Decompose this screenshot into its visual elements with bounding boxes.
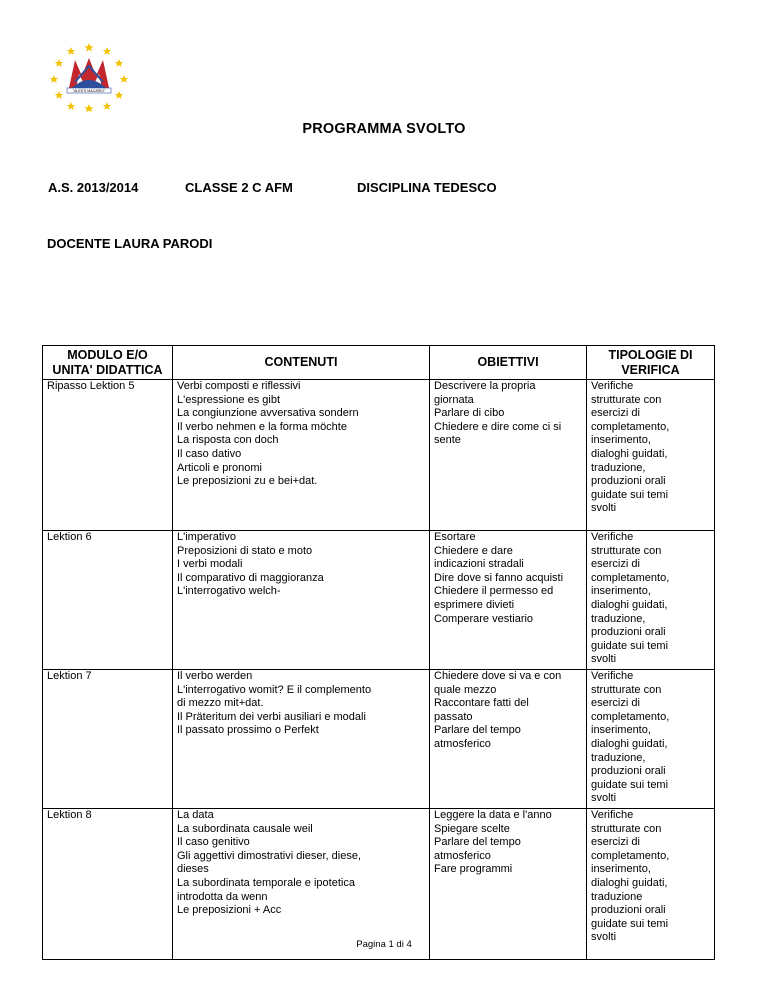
cell-verifica-line: inserimento, [591,724,651,737]
cell-verifica-line: svolti [591,792,617,805]
cell-obiettivi-line: Spiegare scelte [434,822,510,835]
cell-obiettivi-line: Fare programmi [434,863,513,876]
cell-obiettivi [430,809,587,960]
cell-contenuti [173,670,430,809]
cell-contenuti-line: L'interrogativo womit? E il complemento [177,683,372,696]
col-header-modulo [43,346,173,380]
cell-contenuti-line: Le preposizioni + Acc [177,904,282,917]
cell-contenuti-line: I verbi modali [177,558,243,571]
cell-contenuti-line: Il caso genitivo [177,836,250,849]
cell-verifica-line: strutturate con [591,683,662,696]
cell-verifica-line: inserimento, [591,863,651,876]
cell-verifica-line: produzioni orali [591,475,666,488]
cell-obiettivi-line: Chiedere e dare [434,544,513,557]
cell-modulo [43,670,173,809]
cell-verifica-line: traduzione, [591,612,646,625]
page-title: PROGRAMMA SVOLTO [302,121,466,137]
cell-verifica [587,670,715,809]
cell-contenuti [173,380,430,531]
table-row [43,670,715,809]
cell-verifica-line: produzioni orali [591,626,666,639]
page-number: Pagina 1 di 4 [356,939,412,950]
cell-contenuti-line: L'imperativo [177,531,236,543]
cell-verifica-line: guidate sui temi [591,917,669,930]
cell-verifica-line: Verifiche [591,809,634,821]
cell-contenuti-line: dieses [177,863,209,876]
table-row [43,380,715,531]
cell-contenuti-line: La subordinata causale weil [177,822,313,835]
cell-modulo-text: Lektion 7 [47,670,92,682]
cell-contenuti-line: Gli aggettivi dimostrativi dieser, diese, [177,849,362,862]
cell-verifica-line: guidate sui temi [591,639,669,652]
cell-modulo-text: Ripasso Lektion 5 [47,380,135,392]
cell-contenuti-line: Il verbo nehmen e la forma möchte [177,420,347,433]
cell-verifica-line: esercizi di [591,407,640,420]
cell-verifica-line: strutturate con [591,393,662,406]
cell-verifica-line: traduzione [591,890,643,903]
cell-verifica [587,809,715,960]
cell-obiettivi-line: Leggere la data e l'anno [434,809,552,821]
cell-verifica-line: dialoghi guidati, [591,447,668,460]
cell-contenuti-line: Il Präteritum dei verbi ausiliari e modali [177,710,366,723]
cell-contenuti-line: La congiunzione avversativa sondern [177,407,359,420]
cell-obiettivi-line: giornata [434,393,474,406]
cell-obiettivi-line: Esortare [434,531,476,543]
cell-obiettivi-line: indicazioni stradali [434,558,524,571]
cell-modulo [43,380,173,531]
cell-contenuti-line: La subordinata temporale e ipotetica [177,876,355,889]
cell-verifica-line: esercizi di [591,558,640,571]
cell-verifica-line: inserimento, [591,585,651,598]
cell-obiettivi [430,670,587,809]
cell-obiettivi [430,380,587,531]
cell-modulo-text: Lektion 6 [47,531,92,543]
table-row [43,531,715,670]
cell-verifica-line: esercizi di [591,697,640,710]
cell-verifica-line: produzioni orali [591,765,666,778]
cell-obiettivi-line: Raccontare fatti del [434,697,529,710]
cell-verifica-line: strutturate con [591,544,662,557]
cell-obiettivi-line: Descrivere la propria [434,380,536,392]
cell-contenuti-line: L'interrogativo welch- [177,585,281,598]
cell-verifica-line: esercizi di [591,836,640,849]
cell-obiettivi-line: Parlare del tempo [434,724,521,737]
cell-contenuti-line: introdotta da wenn [177,890,268,903]
cell-verifica-line: completamento, [591,849,670,862]
cell-contenuti-line: Il passato prossimo o Perfekt [177,724,319,737]
cell-contenuti [173,809,430,960]
program-table [42,345,715,960]
cell-obiettivi-line: Parlare del tempo [434,836,521,849]
cell-modulo-text: Lektion 8 [47,809,92,821]
cell-modulo [43,809,173,960]
cell-contenuti-line: Il verbo werden [177,670,253,682]
cell-contenuti-line: Le preposizioni zu e bei+dat. [177,475,318,488]
cell-obiettivi-line: atmosferico [434,737,491,750]
cell-verifica-line: dialoghi guidati, [591,876,668,889]
cell-obiettivi-line: Parlare di cibo [434,407,505,420]
table-row [43,809,715,960]
cell-verifica-line: completamento, [591,420,670,433]
cell-contenuti-line: L'espressione es gibt [177,393,280,406]
cell-verifica-line: svolti [591,653,617,666]
cell-verifica-line: produzioni orali [591,904,666,917]
cell-verifica-line: Verifiche [591,380,634,392]
cell-obiettivi-line: esprimere divieti [434,598,515,611]
cell-verifica-line: guidate sui temi [591,778,669,791]
cell-verifica-line: Verifiche [591,670,634,682]
cell-obiettivi-line: Chiedere e dire come ci si [434,420,562,433]
col-header-contenuti: CONTENUTI [173,346,430,380]
cell-verifica-line: Verifiche [591,531,634,543]
cell-contenuti-line: Il comparativo di maggioranza [177,571,324,584]
cell-verifica-line: svolti [591,931,617,944]
cell-obiettivi-line: sente [434,434,461,447]
cell-contenuti-line: Verbi composti e riflessivi [177,380,301,392]
cell-verifica [587,380,715,531]
cell-obiettivi-line: Chiedere il permesso ed [434,585,554,598]
cell-verifica-line: strutturate con [591,822,662,835]
cell-obiettivi-line: passato [434,710,473,723]
cell-verifica-line: dialoghi guidati, [591,737,668,750]
cell-verifica-line: traduzione, [591,751,646,764]
cell-contenuti-line: Preposizioni di stato e moto [177,544,313,557]
cell-verifica-line: completamento, [591,710,670,723]
col-header-modulo-text: MODULO E/O UNITA' DIDATTICA [52,348,163,377]
cell-obiettivi-line: Dire dove si fanno acquisti [434,571,564,584]
cell-contenuti-line: La risposta con doch [177,434,279,447]
col-header-obiettivi: OBIETTIVI [430,346,587,380]
cell-verifica-line: traduzione, [591,461,646,474]
cell-verifica-line: svolti [591,502,617,515]
cell-verifica-line: guidate sui temi [591,488,669,501]
cell-contenuti-line: di mezzo mit+dat. [177,697,264,710]
cell-verifica-line: completamento, [591,571,670,584]
col-header-verifica: TIPOLOGIE DI VERIFICA [587,346,715,380]
cell-contenuti-line: Il caso dativo [177,447,242,460]
table-header-row [43,346,715,380]
cell-obiettivi-line: quale mezzo [434,683,497,696]
cell-obiettivi-line: Comperare vestiario [434,612,534,625]
school-year: A.S. 2013/2014 [48,180,139,195]
school-logo [48,42,130,112]
cell-obiettivi [430,531,587,670]
subject-label: DISCIPLINA TEDESCO [357,180,497,195]
cell-verifica-line: dialoghi guidati, [591,598,668,611]
cell-modulo [43,531,173,670]
cell-obiettivi-line: atmosferico [434,849,491,862]
teacher-label: DOCENTE LAURA PARODI [47,236,213,251]
cell-contenuti [173,531,430,670]
cell-contenuti-line: La data [177,809,214,821]
cell-contenuti-line: Articoli e pronomi [177,461,262,474]
cell-verifica-line: inserimento, [591,434,651,447]
class-label: CLASSE 2 C AFM [185,180,293,195]
cell-obiettivi-line: Chiedere dove si va e con [434,670,562,682]
logo-emblem [67,58,111,93]
svg-text:"ALES'S MACARIO": "ALES'S MACARIO" [72,88,106,93]
cell-verifica [587,531,715,670]
